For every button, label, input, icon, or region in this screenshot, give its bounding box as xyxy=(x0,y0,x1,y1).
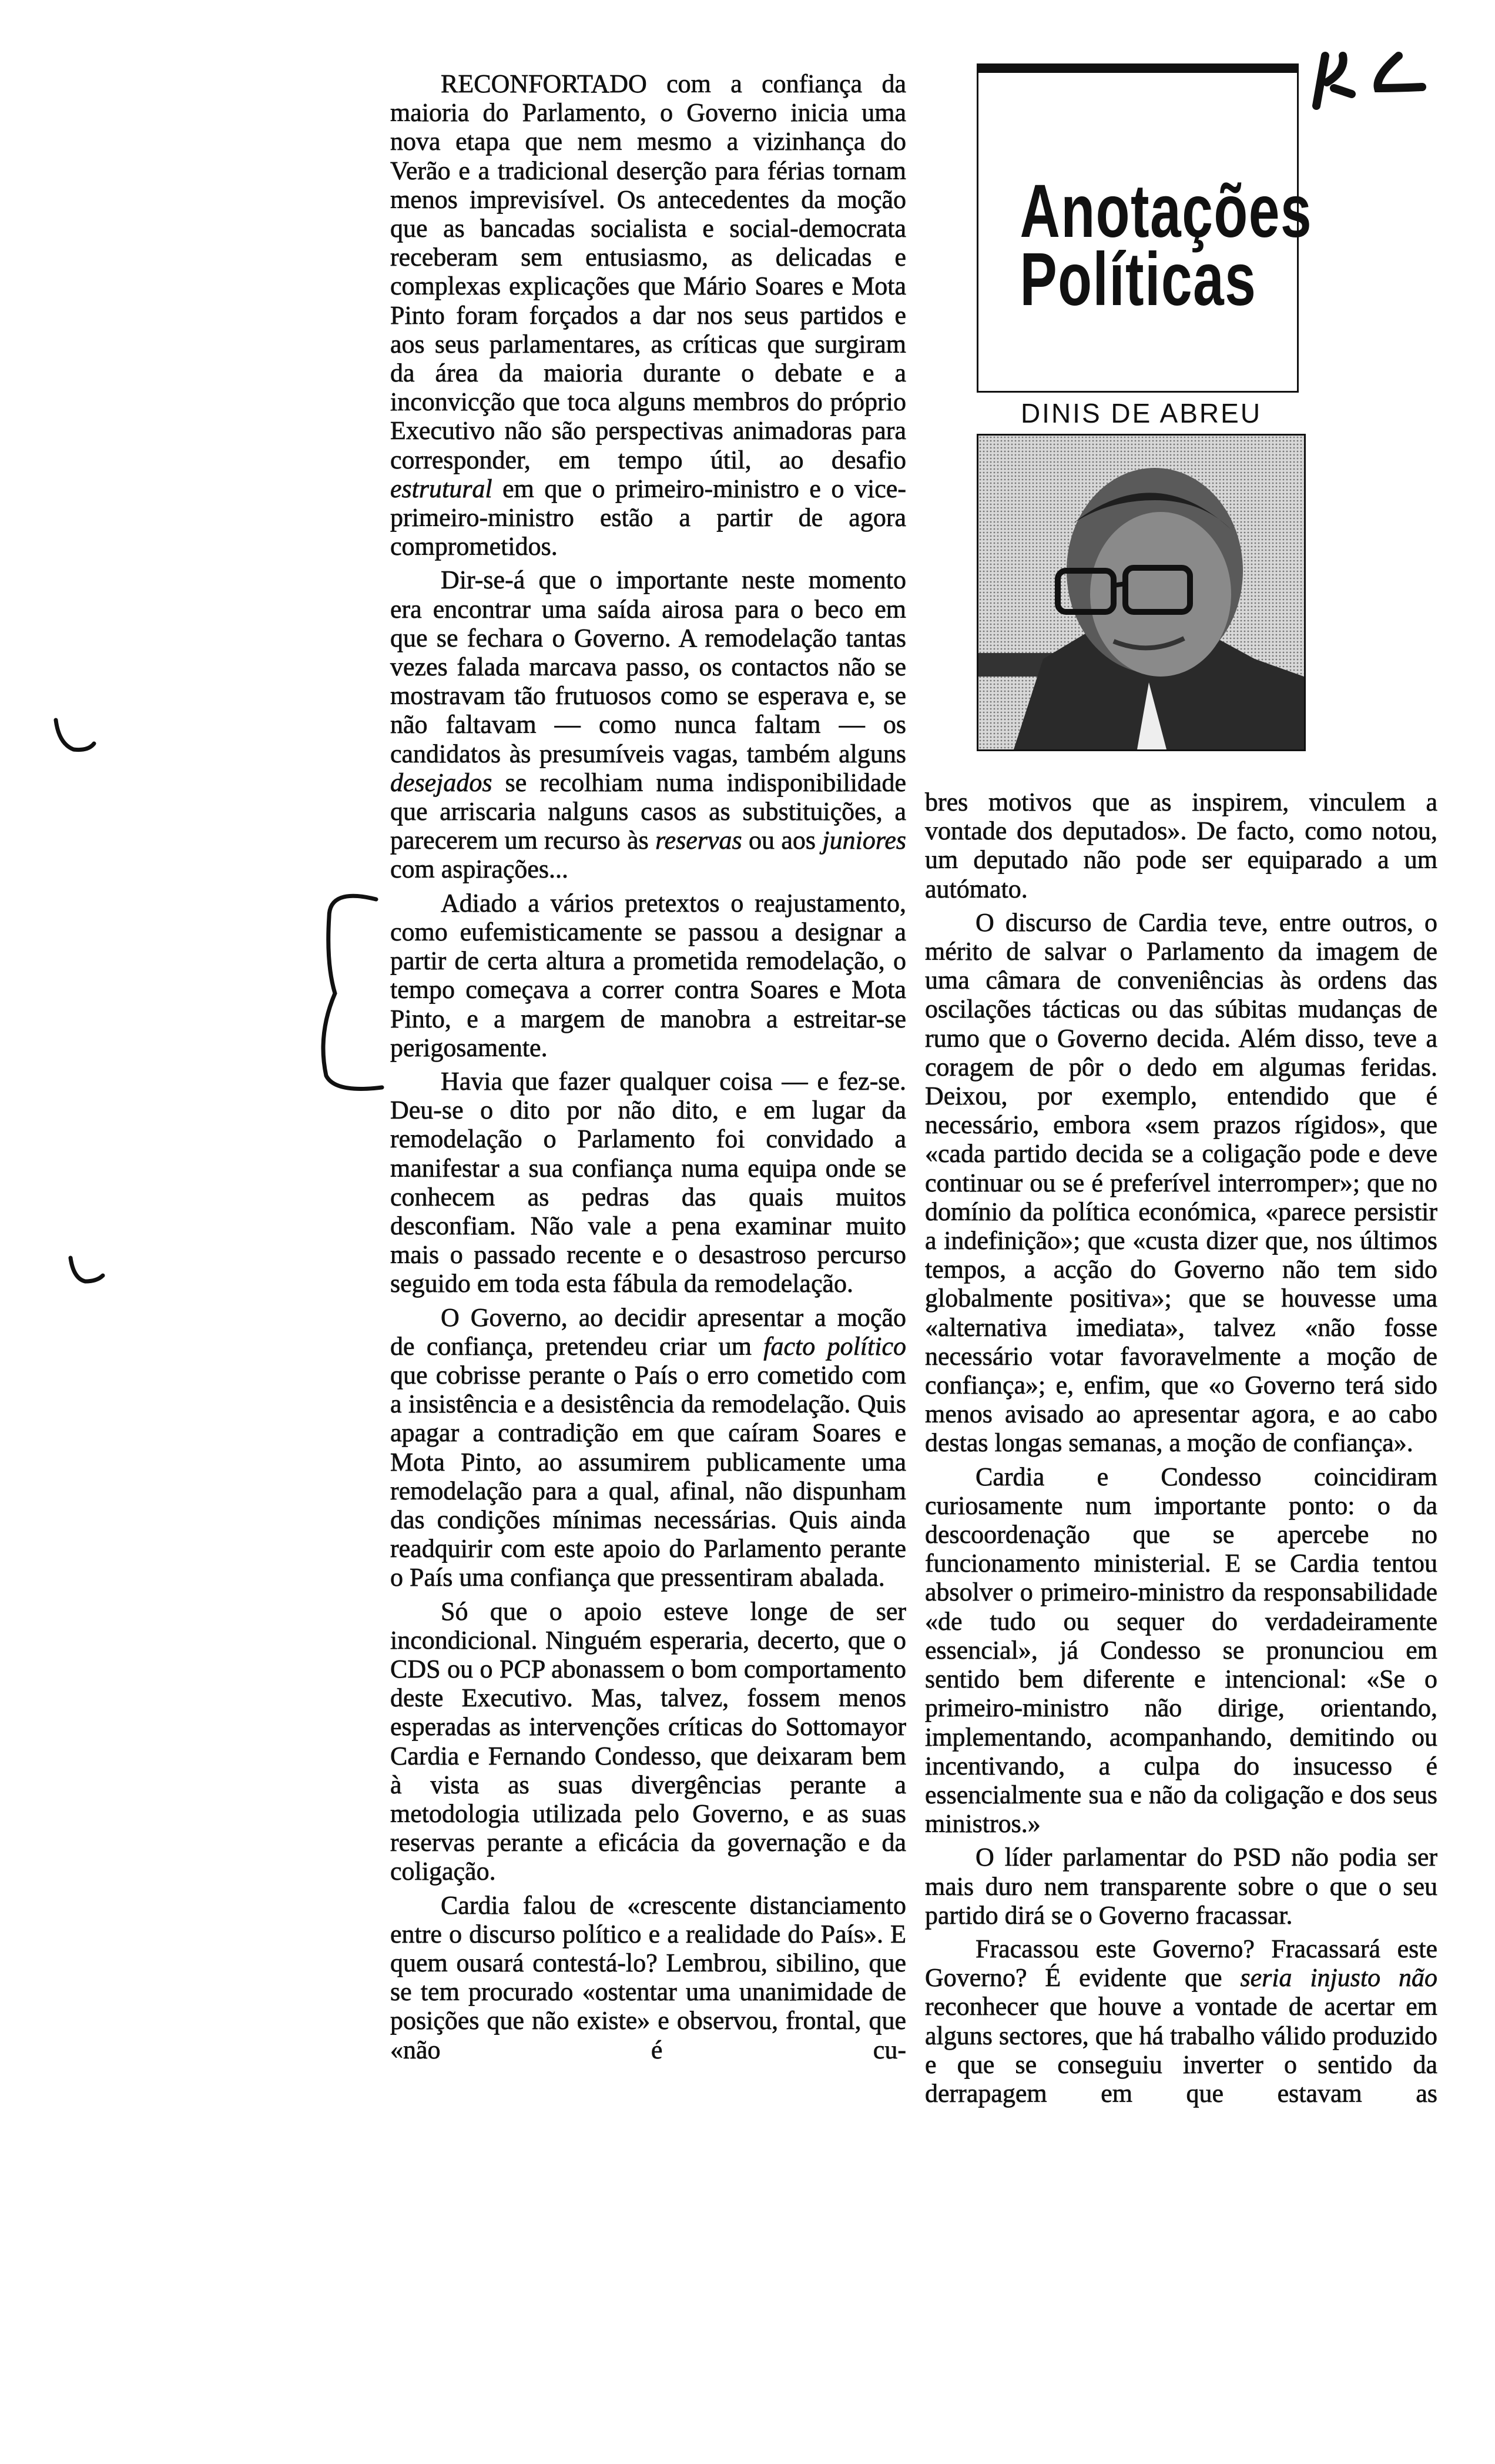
article-paragraph xyxy=(390,69,906,561)
article-paragraph xyxy=(925,788,1437,903)
text-run: Dir-se-á que o importante neste momento era encontrar uma saída airosa para o beco em que se fechara o Governo. A remodelação tantas vezes falada marcava passo, os contactos não se mostravam tão frutuosos como se esperava e, se não faltavam — como nunca faltam — os candidatos às presumíveis vagas, também alguns xyxy=(390,565,906,768)
text-run: Cardia e Condesso coincidiram curiosamente num importante ponto: o da descoordenação que se apercebe no funcionamento ministerial. E se Cardia tentou absolver o primeiro-ministro da responsabilidade «de tudo ou sequer do verdadeiramente essencial», já Condesso se pronunciou em sentido bem diferente e intencional: «Se o primeiro-ministro não dirige, orientando, implementando, acompanhando, demitindo ou incentivando, a culpa do insucesso é essencialmente sua e não da coligação e dos seus ministros.» xyxy=(925,1462,1437,1839)
text-run: O líder parlamentar do PSD não podia ser mais duro nem transparente sobre o que o seu partido dirá se o Governo fracassar. xyxy=(925,1843,1437,1930)
article-paragraph xyxy=(390,1067,906,1298)
article-paragraph xyxy=(390,1303,906,1592)
article-paragraph xyxy=(925,1843,1437,1930)
text-run: em que o primeiro-ministro e o vice-primeiro-ministro estão a partir de agora comprometidos. xyxy=(390,474,906,561)
author-photo xyxy=(977,434,1306,751)
text-run: O Governo, ao decidir apresentar a moção de confiança, pretendeu criar um xyxy=(390,1303,906,1361)
author-portrait-image xyxy=(978,436,1304,749)
text-run: ou aos xyxy=(742,826,823,855)
article-paragraph xyxy=(390,889,906,1062)
italic-text-run: facto político xyxy=(763,1331,906,1361)
margin-bracket-marks xyxy=(56,720,382,1281)
article-paragraph xyxy=(925,1462,1437,1839)
column-title-line-1: Anotações xyxy=(1020,169,1313,253)
column-header-box xyxy=(977,63,1313,393)
article-paragraph xyxy=(925,1934,1437,2108)
text-run: RECONFORTADO com a confiança da maioria do Parlamento, o Governo inicia uma nova etapa que nem mesmo a vizinhança do Verão e a tradicional deserção para férias tornam menos imprevisível. Os antecedentes da moção que as bancadas socialista e social-democrata receberam sem entusiasmo, as delicadas e complexas explicações que Mário Soares e Mota Pinto foram forçados a dar nos seus partidos e aos seus parlamentares, as críticas que surgiram da área da maioria durante o debate e a inconvicção que toca alguns membros do próprio Executivo não são perspectivas animadoras para corresponder, em tempo útil, ao desafio xyxy=(390,69,906,474)
text-run: Fracassou este Governo? Fracassará este Governo? É evidente que xyxy=(925,1934,1437,1993)
text-run: se recolhiam numa indisponibilidade que arriscaria nalguns casos as substituições, a parecerem um recurso às xyxy=(390,768,906,855)
text-run: bres motivos que as inspirem, vinculem a vontade dos deputados». De facto, como notou, um deputado não pode ser equiparado a um autómato. xyxy=(925,788,1437,903)
italic-text-run: reservas xyxy=(655,826,742,855)
article-paragraph xyxy=(925,908,1437,1458)
article-paragraph xyxy=(390,1891,906,2064)
italic-text-run: estrutural xyxy=(390,474,492,503)
handwritten-note-icon xyxy=(1316,56,1422,106)
italic-text-run: juniores xyxy=(822,826,907,855)
article-paragraph xyxy=(390,1597,906,1886)
article-paragraph xyxy=(390,565,906,883)
text-run: Adiado a vários pretextos o reajustamento, como eufemisticamente se passou a designar a partir de certa altura a prometida remodelação, o tempo começava a correr contra Soares e Mota Pinto, e a margem de manobra a estreitar-se perigosamente. xyxy=(390,888,906,1062)
article-left-column xyxy=(390,69,906,2069)
italic-text-run: desejados xyxy=(390,768,492,797)
text-run: Só que o apoio esteve longe de ser incondicional. Ninguém esperaria, decerto, que o CDS ou o PCP abonassem o bom comportamento deste Executivo. Mas, talvez, fossem menos esperadas as intervenções críticas do Sottomayor Cardia e Fernando Condesso, que deixaram bem à vista as suas divergências perante a metodologia utilizada pelo Governo, e as suas reservas perante a eficácia da governação e da coligação. xyxy=(390,1596,906,1886)
text-run: reconhecer que houve a vontade de acertar em alguns sectores, que há trabalho válido produzido e que se conseguiu inverter o sentido da derrapagem em que estavam as xyxy=(925,1992,1437,2108)
text-run: que cobrisse perante o País o erro cometido com a insistência e a desistência da remodelação. Quis apagar a contradição em que caíram Soares e Mota Pinto, ao assumirem publicamente uma remodelação para a qual, afinal, não dispunham das condições mínimas necessárias. Quis ainda readquirir com este apoio do Parlamento perante o País uma confiança que pressentiram abalada. xyxy=(390,1360,906,1592)
text-run: Cardia falou de «crescente distanciamento entre o discurso político e a realidade do País». E quem ousará contestá-lo? Lembrou, sibilino, que se tem procurado «ostentar uma unanimidade de posições que não existe» e observou, frontal, que «não é cu- xyxy=(390,1890,906,2064)
column-title-line-2: Políticas xyxy=(1020,237,1257,322)
text-run: com aspirações... xyxy=(390,855,568,884)
column-title xyxy=(1020,169,1313,322)
article-right-column xyxy=(925,788,1437,2113)
text-run: O discurso de Cardia teve, entre outros, o mérito de salvar o Parlamento da imagem de uma câmara de conveniências às ordens das oscilações tácticas ou das súbitas mudanças de rumo que o Governo decida. Além disso, teve a coragem de pôr o dedo em algumas feridas. Deixou, por exemplo, entendido que é necessário, embora «sem prazos rígidos», que «cada partido decida se a coligação pode e deve continuar ou se é preferível interromper»; que no domínio da política económica, «parece persistir a indefinição»; que «custa dizer que, nos últimos tempos, a acção do Governo não tem sido globalmente positiva»; que se houvesse uma «alternativa imediata», talvez «não fosse necessário votar favoravelmente a moção de confiança»; e, enfim, que «o Governo terá sido menos avisado ao apresentar agora, e ao cabo destas longas semanas, a moção de confiança». xyxy=(925,908,1437,1458)
author-byline: DINIS DE ABREU xyxy=(1020,398,1262,428)
text-run: Havia que fazer qualquer coisa — e fez-se. Deu-se o dito por não dito, e em lugar da remodelação o Parlamento foi convidado a manifestar a sua confiança numa equipa onde se conhecem as pedras das quais muitos desconfiam. Não vale a pena examinar muito mais o passado recente e o desastroso percurso seguido em toda esta fábula da remodelação. xyxy=(390,1066,906,1298)
italic-text-run: seria injusto não xyxy=(1240,1963,1438,1993)
